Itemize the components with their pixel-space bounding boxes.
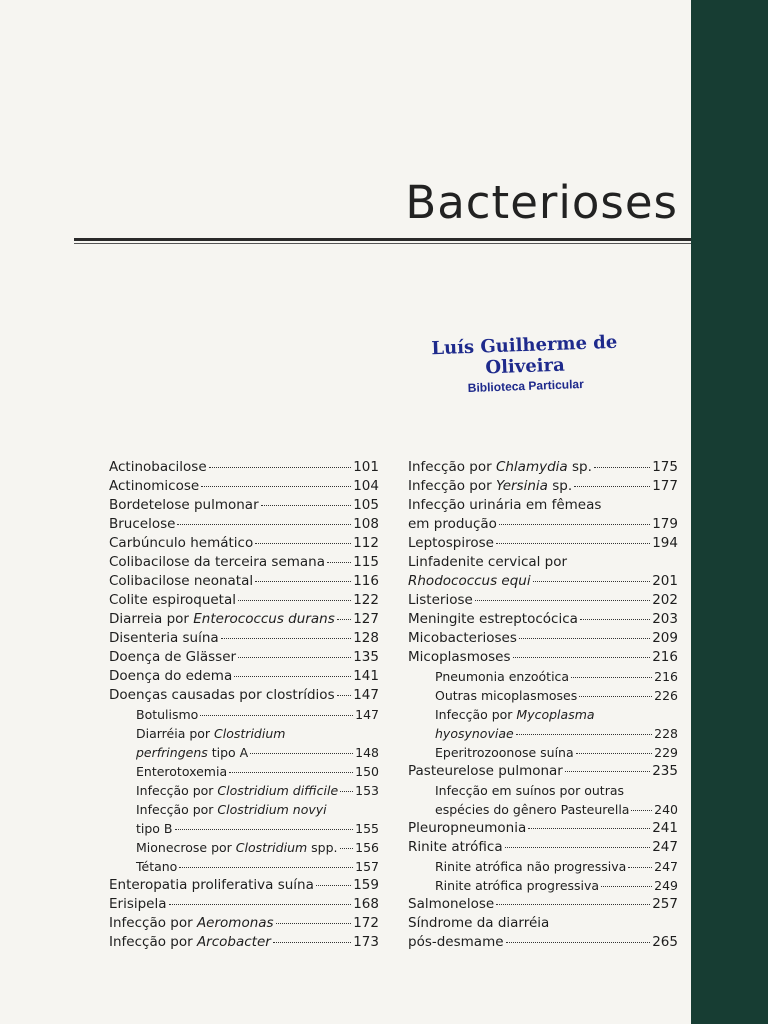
toc-entry-label: espécies do gênero Pasteurella (435, 802, 630, 817)
toc-entry-page: 257 (652, 896, 678, 912)
title-rule-thin (74, 243, 691, 244)
leader-dots (316, 885, 351, 886)
toc-entry-page: 228 (654, 726, 678, 741)
toc-entry-label: tipo B (136, 821, 173, 836)
leader-dots (234, 676, 351, 677)
toc-subentry (408, 743, 678, 762)
toc-entry-page: 172 (353, 915, 379, 931)
toc-entry-page: 115 (353, 554, 379, 570)
toc-entry-label: Botulismo (136, 707, 199, 722)
toc-subentry (109, 819, 379, 838)
toc-entry-page: 202 (652, 592, 678, 608)
toc-entry (408, 610, 678, 629)
toc-entry-page: 105 (353, 497, 379, 513)
toc-entry-label: Diarreia por Enterococcus durans (109, 611, 335, 627)
toc-subentry (408, 800, 678, 819)
toc-entry (109, 876, 379, 895)
toc-entry-page: 173 (353, 934, 379, 950)
toc-entry-page: 101 (353, 459, 379, 475)
toc-entry-page: 122 (353, 592, 379, 608)
toc-entry (408, 819, 678, 838)
toc-entry-page: 128 (353, 630, 379, 646)
toc-subentry (109, 857, 379, 876)
title-rule-thick (74, 238, 691, 241)
toc-entry-page: 216 (652, 649, 678, 665)
toc-entry-label: Infecção por Clostridium difficile (136, 783, 339, 798)
toc-entry-line: Síndrome da diarréia (408, 915, 550, 931)
toc-entry-label: Colibacilose neonatal (109, 573, 254, 589)
toc-entry-line: Linfadenite cervical por (408, 554, 568, 570)
toc-subentry (408, 724, 678, 743)
toc-entry-page: 201 (652, 573, 678, 589)
toc-entry-page: 194 (652, 535, 678, 551)
leader-dots (179, 867, 353, 868)
toc-entry-label: Rhodococcus equi (408, 573, 531, 589)
toc-entry-label: Carbúnculo hemático (109, 535, 254, 551)
leader-dots (337, 619, 351, 620)
leader-dots (576, 753, 652, 754)
leader-dots (533, 581, 651, 582)
chapter-title: Bacterioses (405, 176, 678, 229)
toc-entry (109, 895, 379, 914)
toc-entry (109, 477, 379, 496)
toc-entry (109, 572, 379, 591)
leader-dots (340, 848, 354, 849)
leader-dots (571, 677, 652, 678)
toc-entry (408, 838, 678, 857)
leader-dots (528, 828, 650, 829)
leader-dots (628, 867, 652, 868)
toc-entry-page: 159 (353, 877, 379, 893)
leader-dots (221, 638, 352, 639)
chapter-color-bar (691, 0, 768, 1024)
leader-dots (496, 543, 650, 544)
toc-entry (408, 895, 678, 914)
toc-entry-page: 150 (355, 764, 379, 779)
toc-entry-label: Bordetelose pulmonar (109, 497, 259, 513)
toc-entry-page: 241 (652, 820, 678, 836)
toc-entry (109, 629, 379, 648)
toc-entry-page: 153 (355, 783, 379, 798)
toc-entry (109, 914, 379, 933)
leader-dots (209, 467, 352, 468)
toc-entry-label: Eperitrozoonose suína (435, 745, 574, 760)
toc-entry-page: 127 (353, 611, 379, 627)
toc-entry-page: 177 (652, 478, 678, 494)
toc-entry-page: 203 (652, 611, 678, 627)
toc-entry-page: 168 (353, 896, 379, 912)
leader-dots (261, 505, 352, 506)
leader-dots (601, 886, 652, 887)
toc-entry-page: 157 (355, 859, 379, 874)
toc-entry-label: Micoplasmoses (408, 649, 511, 665)
toc-entry-label: Infecção por Arcobacter (109, 934, 271, 950)
toc-entry-label: Pneumonia enzoótica (435, 669, 570, 684)
stamp-subtitle: Biblioteca Particular (467, 376, 584, 396)
toc-entry (109, 458, 379, 477)
toc-subentry-line: Diarréia por Clostridium (136, 726, 286, 741)
toc-entry (408, 477, 678, 496)
toc-entry-page: 147 (353, 687, 379, 703)
toc-entry-page: 226 (654, 688, 678, 703)
leader-dots (175, 829, 354, 830)
leader-dots (516, 734, 652, 735)
toc-entry-page: 155 (355, 821, 379, 836)
toc-entry-page: 209 (652, 630, 678, 646)
leader-dots (631, 810, 652, 811)
leader-dots (496, 904, 650, 905)
toc-entry-label: Doença de Glässer (109, 649, 237, 665)
toc-subentry (408, 876, 678, 895)
toc-entry-page: 116 (353, 573, 379, 589)
leader-dots (513, 657, 651, 658)
toc-entry-page: 265 (652, 934, 678, 950)
toc-entry-label: Brucelose (109, 516, 176, 532)
toc-entry-label: Rinite atrófica não progressiva (435, 859, 627, 874)
leader-dots (255, 543, 351, 544)
toc-subentry (408, 667, 678, 686)
toc-entry-label: Doenças causadas por clostrídios (109, 687, 335, 703)
toc-entry-label: Leptospirose (408, 535, 494, 551)
toc-entry (408, 762, 678, 781)
toc-right-column (408, 458, 678, 952)
toc-entry-page: 249 (654, 878, 678, 893)
toc-subentry-line: Infecção por Mycoplasma (435, 707, 595, 722)
toc-entry-label: Rinite atrófica (408, 839, 503, 855)
toc-entry-label: Outras micoplasmoses (435, 688, 578, 703)
toc-entry (109, 553, 379, 572)
leader-dots (177, 524, 351, 525)
toc-entry-line: Infecção urinária em fêmeas (408, 497, 602, 513)
toc-entry-page: 156 (355, 840, 379, 855)
toc-subentry (109, 705, 379, 724)
toc-entry-page: 148 (355, 745, 379, 760)
leader-dots (327, 562, 351, 563)
toc-entry-page: 240 (654, 802, 678, 817)
toc-subentry (109, 762, 379, 781)
toc-entry (109, 496, 379, 515)
toc-entry (408, 534, 678, 553)
toc-entry-label: Actinomicose (109, 478, 200, 494)
toc-entry-label: Erisipela (109, 896, 167, 912)
toc-subentry-line: Infecção por Clostridium novyi (136, 802, 327, 817)
toc-entry (109, 534, 379, 553)
toc-entry-label: Listeriose (408, 592, 473, 608)
toc-entry-label: Rinite atrófica progressiva (435, 878, 600, 893)
toc-entry-label: Colibacilose da terceira semana (109, 554, 326, 570)
toc-entry-label: Enterotoxemia (136, 764, 228, 779)
toc-entry (408, 591, 678, 610)
toc-entry (408, 933, 678, 952)
leader-dots (276, 923, 352, 924)
toc-entry-label: Salmonelose (408, 896, 495, 912)
toc-entry-page: 247 (654, 859, 678, 874)
toc-entry-label: pós-desmame (408, 934, 504, 950)
toc-entry-label: Doença do edema (109, 668, 233, 684)
leader-dots (255, 581, 351, 582)
toc-entry (408, 572, 678, 591)
toc-entry (109, 515, 379, 534)
toc-entry-label: Disenteria suína (109, 630, 219, 646)
toc-entry (109, 667, 379, 686)
leader-dots (200, 715, 353, 716)
toc-entry-label: Pleuropneumonia (408, 820, 527, 836)
toc-entry-label: Tétano (136, 859, 178, 874)
toc-entry-label: Micobacterioses (408, 630, 517, 646)
toc-subentry (408, 686, 678, 705)
toc-subentry (109, 781, 379, 800)
leader-dots (565, 771, 650, 772)
leader-dots (273, 942, 351, 943)
toc-entry (109, 610, 379, 629)
toc-entry-label: Colite espiroquetal (109, 592, 236, 608)
toc-entry-label: Pasteurelose pulmonar (408, 763, 563, 779)
leader-dots (519, 638, 650, 639)
leader-dots (574, 486, 650, 487)
toc-entry (109, 686, 379, 705)
toc-subentry (109, 743, 379, 762)
library-stamp (404, 331, 646, 397)
toc-entry-page: 108 (353, 516, 379, 532)
toc-entry-label: hyosynoviae (435, 726, 514, 741)
toc-entry (408, 648, 678, 667)
toc-entry (109, 591, 379, 610)
toc-entry-label: Mionecrose por Clostridium spp. (136, 840, 338, 855)
toc-entry-page: 247 (652, 839, 678, 855)
stamp-owner-name: Luís Guilherme de Oliveira (431, 331, 618, 379)
toc-entry-page: 104 (353, 478, 379, 494)
leader-dots (506, 942, 651, 943)
toc-subentry (109, 838, 379, 857)
toc-entry-page: 147 (355, 707, 379, 722)
toc-entry (109, 648, 379, 667)
toc-entry-label: em produção (408, 516, 497, 532)
leader-dots (499, 524, 650, 525)
leader-dots (238, 600, 351, 601)
leader-dots (169, 904, 352, 905)
toc-entry-page: 229 (654, 745, 678, 760)
toc-entry (109, 933, 379, 952)
toc-entry-page: 235 (652, 763, 678, 779)
toc-entry (408, 515, 678, 534)
toc-subentry-line: Infecção em suínos por outras (435, 783, 625, 798)
leader-dots (594, 467, 650, 468)
leader-dots (340, 791, 353, 792)
leader-dots (250, 753, 353, 754)
toc-entry-page: 175 (652, 459, 678, 475)
toc-entry-page: 135 (353, 649, 379, 665)
toc-entry-page: 179 (652, 516, 678, 532)
toc-entry-label: Enteropatia proliferativa suína (109, 877, 314, 893)
toc-left-column (109, 458, 379, 952)
toc-entry-page: 216 (654, 669, 678, 684)
toc-entry-label: perfringens tipo A (136, 745, 249, 760)
toc-entry-label: Infecção por Chlamydia sp. (408, 459, 592, 475)
toc-entry-label: Actinobacilose (109, 459, 207, 475)
leader-dots (201, 486, 351, 487)
toc-entry-label: Infecção por Yersinia sp. (408, 478, 573, 494)
leader-dots (337, 695, 352, 696)
toc-entry (408, 458, 678, 477)
toc-entry-page: 112 (353, 535, 379, 551)
leader-dots (475, 600, 650, 601)
toc-entry-label: Infecção por Aeromonas (109, 915, 274, 931)
toc-entry (408, 629, 678, 648)
toc-entry-page: 141 (353, 668, 379, 684)
toc-entry-label: Meningite estreptocócica (408, 611, 578, 627)
leader-dots (580, 619, 650, 620)
leader-dots (579, 696, 652, 697)
toc-subentry (408, 857, 678, 876)
leader-dots (238, 657, 351, 658)
leader-dots (505, 847, 651, 848)
leader-dots (229, 772, 353, 773)
